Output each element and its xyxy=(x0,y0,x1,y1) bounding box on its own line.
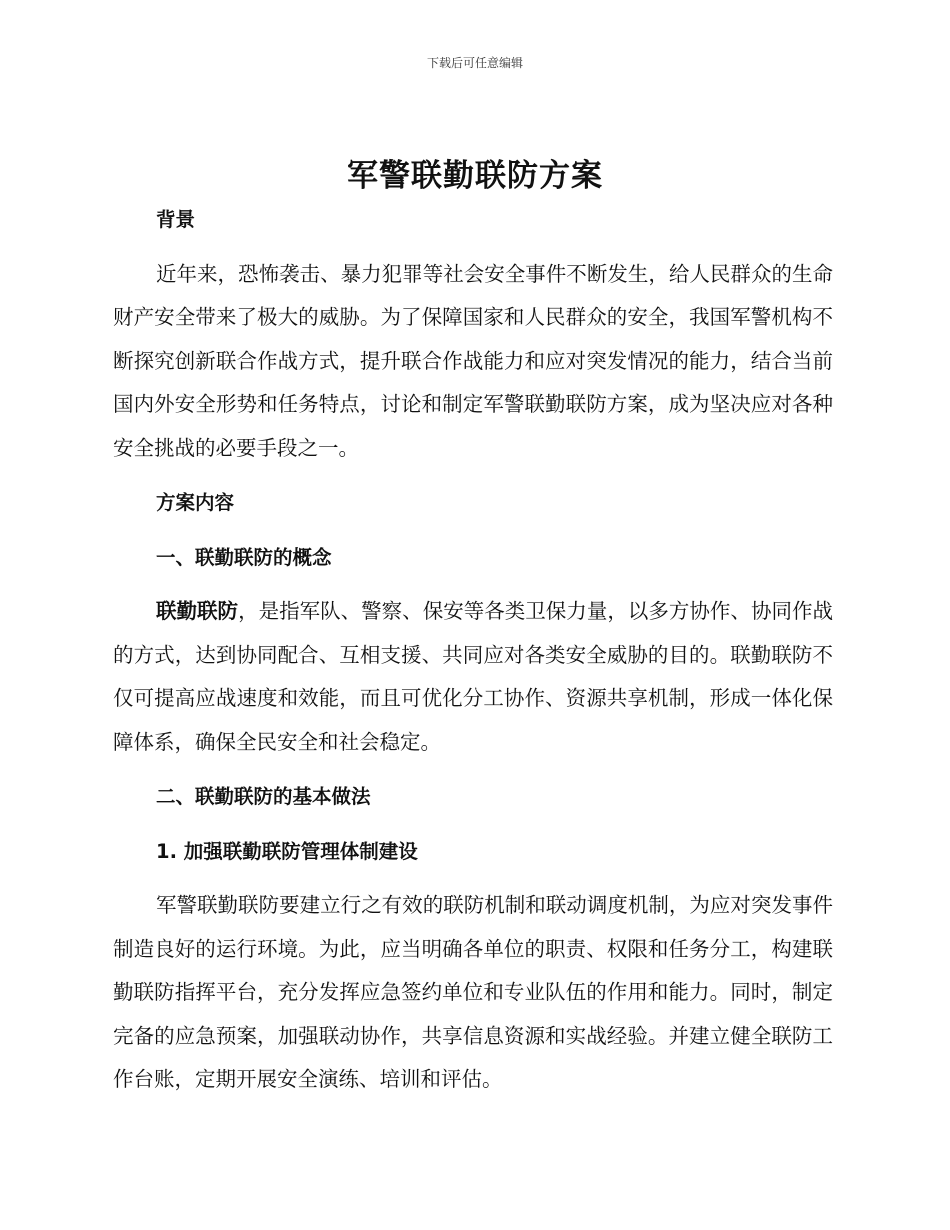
header-note: 下载后可任意编辑 xyxy=(426,56,523,70)
concept-text: ，是指军队、警察、保安等各类卫保力量，以多方协作、协同作战的方式，达到协同配合、互相支援、共同应对各类安全威胁的目的。联勤联防不仅可提高应战速度和效能，而且可优化分工协作、资源共享机制，形成一体化保障体系，确保全民安全和社会稳定。 xyxy=(113,599,833,754)
document-title: 军警联勤联防方案 xyxy=(347,158,603,194)
sub1-heading: 1. 加强联勤联防管理体制建设 xyxy=(156,839,418,863)
methods-heading: 二、联勤联防的基本做法 xyxy=(156,785,371,808)
content-heading: 方案内容 xyxy=(156,491,235,514)
sub1-paragraph: 军警联勤联防要建立行之有效的联防机制和联动调度机制，为应对突发事件制造良好的运行环境。为此，应当明确各单位的职责、权限和任务分工，构建联勤联防指挥平台，充分发挥应急签约单位和专业队伍的作用和能力。同时，制定完备的应急预案，加强联动协作，共享信息资源和实战经验。并建立健全联防工作台账，定期开展安全演练、培训和评估。 xyxy=(113,893,833,1091)
background-heading: 背景 xyxy=(156,208,196,231)
document-body xyxy=(113,198,833,1113)
concept-term: 联勤联防 xyxy=(156,599,239,623)
concept-heading: 一、联勤联防的概念 xyxy=(156,545,332,569)
concept-paragraph xyxy=(113,590,833,764)
background-paragraph: 近年来，恐怖袭击、暴力犯罪等社会安全事件不断发生，给人民群众的生命财产安全带来了极大的威胁。为了保障国家和人民群众的安全，我国军警机构不断探究创新联合作战方式，提升联合作战能力和应对突发情况的能力，结合当前国内外安全形势和任务特点，讨论和制定军警联勤联防方案，成为坚决应对各种安全挑战的必要手段之一。 xyxy=(113,261,833,460)
